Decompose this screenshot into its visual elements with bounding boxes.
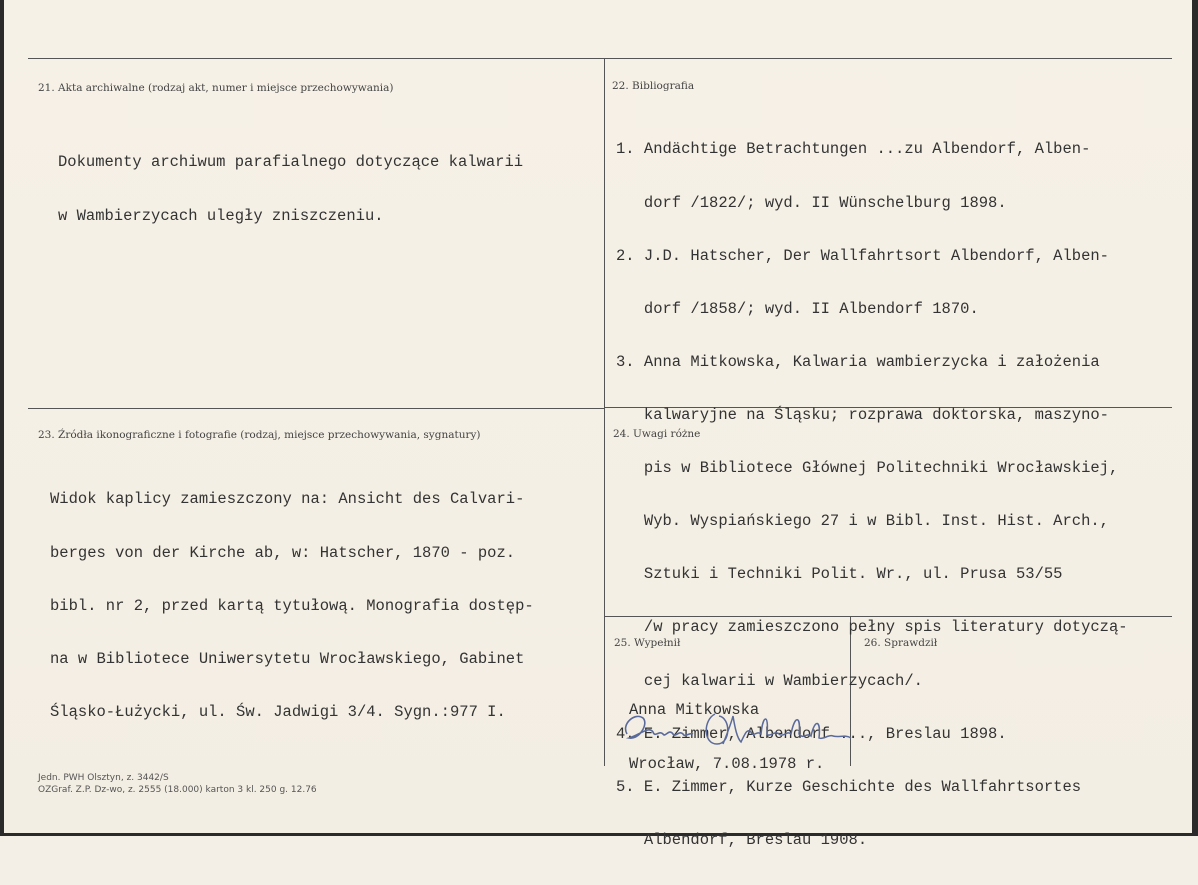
bibliography-line: dorf /1858/; wyd. II Albendorf 1870.	[616, 299, 979, 318]
bibliography-line: 2. J.D. Hatscher, Der Wallfahrtsort Albendorf, Alben-	[616, 246, 1109, 265]
section-23-line: na w Bibliotece Uniwersytetu Wrocławskiego, Gabinet	[50, 649, 525, 668]
section-23-line: bibl. nr 2, przed kartą tytułową. Monografia dostęp-	[50, 596, 534, 615]
section-23-line: Śląsko-Łużycki, ul. Św. Jadwigi 3/4. Sygn.:977 I.	[50, 702, 506, 721]
center-divider	[604, 58, 605, 766]
printer-imprint	[38, 772, 317, 796]
section-26-label: 26. Sprawdził	[864, 637, 938, 649]
bibliography-line: dorf /1822/; wyd. II Wünschelburg 1898.	[616, 193, 1007, 212]
section-25-label: 25. Wypełnił	[614, 637, 681, 649]
bibliography-line: pis w Bibliotece Głównej Politechniki Wrocławskiej,	[616, 459, 1119, 478]
section-21-line: w Wambierzycach uległy zniszczeniu.	[58, 206, 384, 225]
section-23-line: Widok kaplicy zamieszczony na: Ansicht des Calvari-	[50, 490, 525, 509]
section-23-line: berges von der Kirche ab, w: Hatscher, 1870 - poz.	[50, 543, 516, 562]
section-21-line: Dokumenty archiwum parafialnego dotyczące kalwarii	[58, 153, 524, 172]
section-21-text	[58, 119, 523, 261]
bibliography-line: cej kalwarii w Wambierzycach/.	[616, 671, 923, 690]
section-21-label: 21. Akta archiwalne (rodzaj akt, numer i miejsce przechowywania)	[38, 82, 394, 94]
top-rule	[28, 58, 1172, 59]
section-24-label: 24. Uwagi różne	[613, 428, 701, 440]
bibliography-line: 4. E. Zimmer, Albendorf ..., Breslau 1898.	[616, 724, 1007, 743]
bibliography-line: Sztuki i Techniki Polit. Wr., ul. Prusa 53/55	[616, 565, 1063, 584]
filled-by-place-date: Wrocław, 7.08.1978 r.	[629, 754, 825, 773]
section-23-label: 23. Źródła ikonograficzne i fotografie (rodzaj, miejsce przechowywania, sygnatury)	[38, 429, 481, 441]
bibliography-line: 3. Anna Mitkowska, Kalwaria wambierzycka i założenia	[616, 352, 1100, 371]
middle-rule-left	[28, 408, 604, 409]
section-23-text	[50, 456, 534, 757]
imprint-line: Jedn. PWH Olsztyn, z. 3442/S	[38, 773, 169, 783]
bibliography-line: 5. E. Zimmer, Kurze Geschichte des Wallfahrtsortes	[616, 777, 1082, 796]
bibliography-line: kalwaryjne na Śląsku; rozprawa doktorska, maszyno-	[616, 405, 1109, 424]
handwritten-signature	[619, 701, 859, 754]
bibliography-line: /w pracy zamieszczono pełny spis literatury dotyczą-	[616, 618, 1128, 637]
section-22-label: 22. Bibliografia	[612, 80, 695, 92]
filled-by-name: Anna Mitkowska	[629, 701, 760, 720]
bibliography-line: Wyb. Wyspiańskiego 27 i w Bibl. Inst. Hist. Arch.,	[616, 512, 1109, 531]
bibliography-line: 1. Andächtige Betrachtungen ...zu Albendorf, Alben-	[616, 140, 1091, 159]
bibliography-line: Albendorf, Breslau 1908.	[616, 830, 868, 849]
imprint-line: OZGraf. Z.P. Dz-wo, z. 2555 (18.000) karton 3 kl. 250 g. 12.76	[38, 785, 317, 795]
